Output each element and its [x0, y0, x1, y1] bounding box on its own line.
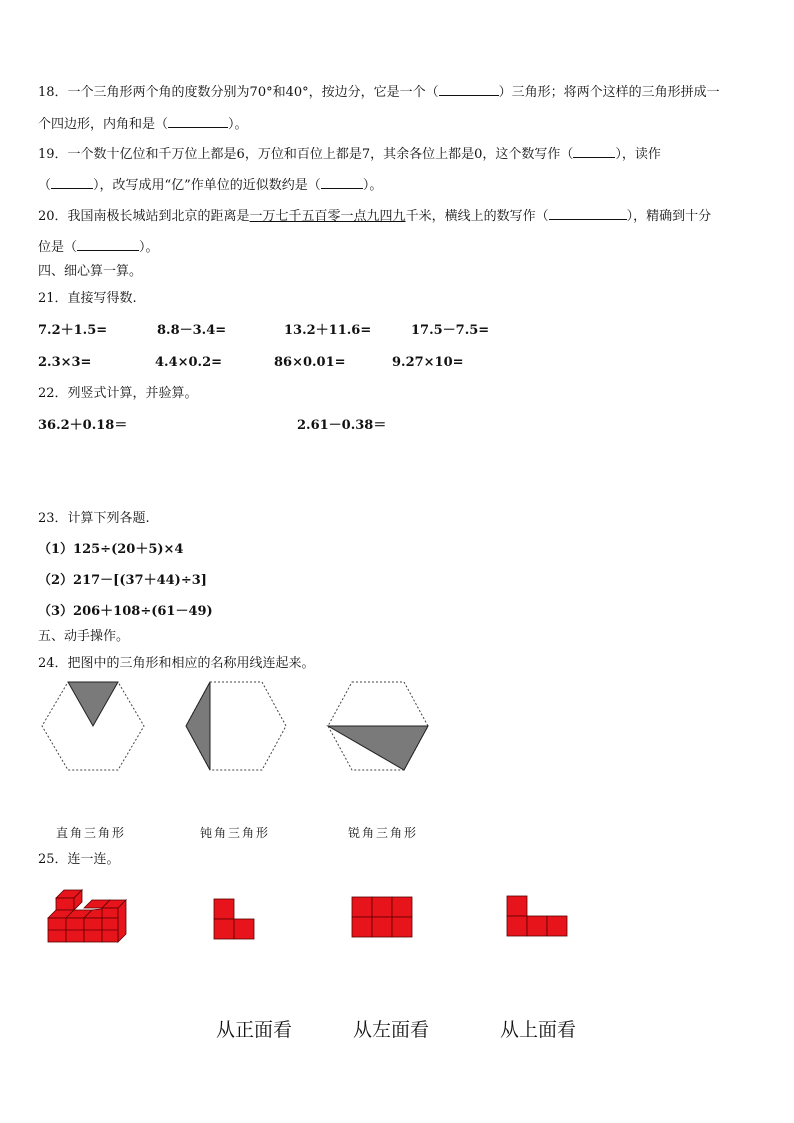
q22-item-2: 2.61－0.38＝ [297, 418, 387, 433]
cube-stack-3d [44, 884, 128, 946]
view-label-top: 从上面看 [500, 1019, 577, 1041]
hexagon-figure-1 [38, 678, 148, 776]
q19-text-a: 19．一个数十亿位和千万位上都是6，万位和百位上都是7，其余各位上都是0，这个数写作（ [38, 147, 574, 162]
q22-item-1: 36.2＋0.18＝ [38, 418, 128, 433]
q21-item-7: 86×0.01= [274, 355, 346, 370]
q18-text-b: ）三角形；将两个这样的三角形拼成一 [498, 85, 720, 100]
q21-item-6: 4.4×0.2= [155, 355, 223, 370]
section-5-heading: 五、动手操作。 [38, 629, 130, 644]
q21-item-4: 17.5－7.5= [411, 323, 490, 338]
q18-blank-2[interactable] [168, 115, 228, 128]
q23-item-2: （2）217－[(37＋44)÷3] [38, 573, 207, 588]
q21-item-8: 9.27×10= [392, 355, 464, 370]
q23-item-3: （3）206＋108÷(61－49) [38, 604, 213, 619]
q20-line2 [38, 238, 159, 257]
q19-text-e: ）。 [362, 178, 383, 193]
view-shape-grid [351, 896, 413, 940]
q21-item-1: 7.2＋1.5= [38, 323, 108, 338]
hexagon-figure-3 [324, 678, 432, 776]
q23-title: 23．计算下列各题. [38, 511, 150, 526]
q18-line2 [38, 115, 248, 134]
q19-text-d: ），改写成用“亿”作单位的近似数约是（ [93, 178, 321, 193]
q20-text-c: ），精确到十分 [626, 209, 712, 224]
q18-text-d: ）。 [228, 117, 248, 132]
q20-line1 [38, 207, 711, 226]
q20-blank-2[interactable] [77, 238, 139, 251]
q18-line1 [38, 83, 720, 102]
q19-blank-1[interactable] [573, 145, 615, 158]
q19-blank-2[interactable] [51, 176, 93, 189]
q20-blank-1[interactable] [549, 207, 627, 220]
view-shape-wide-l [506, 895, 568, 939]
q19-text-b: ），读作 [615, 147, 661, 162]
hexagon-figure-2 [182, 678, 290, 776]
q19-line1 [38, 145, 661, 164]
q19-text-c: （ [38, 178, 52, 193]
q24-title: 24．把图中的三角形和相应的名称用线连起来。 [38, 656, 315, 671]
view-shape-l [212, 897, 256, 941]
q21-item-2: 8.8－3.4= [157, 323, 227, 338]
q22-title: 22．列竖式计算，并验算。 [38, 386, 198, 401]
view-label-front: 从正面看 [216, 1019, 293, 1041]
q19-line2 [38, 176, 382, 195]
q23-item-1: （1）125÷(20＋5)×4 [38, 542, 184, 557]
q20-underlined-number: 一万七千五百零一点九四九 [249, 209, 406, 224]
q25-title: 25．连一连。 [38, 852, 120, 867]
q19-blank-3[interactable] [321, 176, 363, 189]
view-label-left: 从左面看 [353, 1019, 430, 1041]
q21-title: 21．直接写得数. [38, 291, 137, 306]
label-obtuse-triangle: 钝角三角形 [200, 826, 271, 840]
q20-text-e: ）。 [139, 240, 159, 255]
obtuse-triangle-shape [186, 682, 210, 770]
q21-item-5: 2.3×3= [38, 355, 92, 370]
q20-text-d: 位是（ [38, 240, 78, 255]
q18-text-c: 个四边形，内角和是（ [38, 117, 169, 132]
q21-item-3: 13.2＋11.6= [284, 323, 372, 338]
right-triangle-shape [68, 682, 118, 726]
q18-text-a: 18．一个三角形两个角的度数分别为70°和40°，按边分，它是一个（ [38, 85, 439, 100]
label-acute-triangle: 锐角三角形 [348, 826, 419, 840]
label-right-triangle: 直角三角形 [56, 826, 127, 840]
q20-text-a: 20．我国南极长城站到北京的距离是 [38, 209, 250, 224]
q20-text-b: 千米，横线上的数写作（ [405, 209, 549, 224]
section-4-heading: 四、细心算一算。 [38, 264, 143, 279]
acute-triangle-shape [328, 726, 428, 770]
q18-blank-1[interactable] [439, 83, 499, 96]
